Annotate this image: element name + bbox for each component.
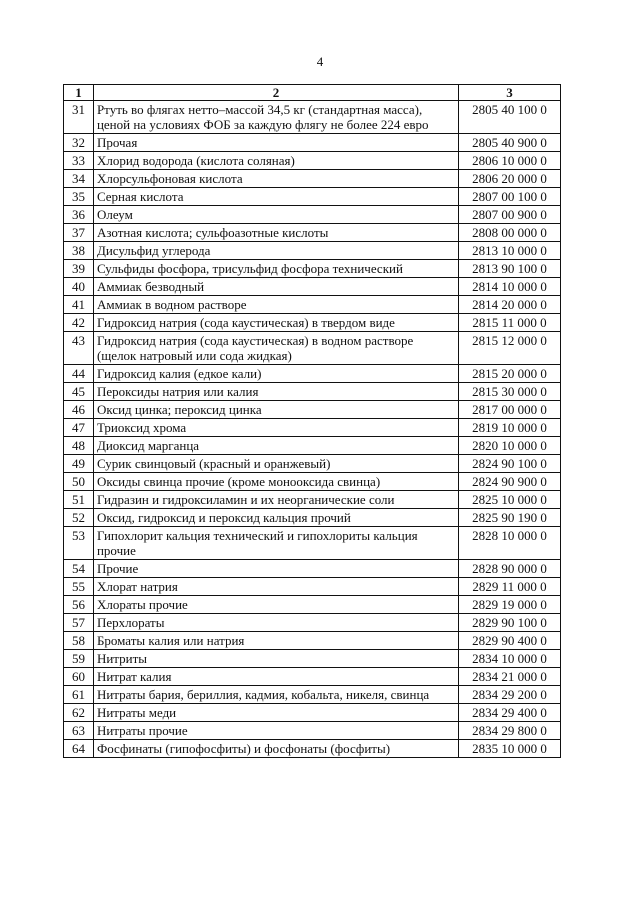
row-number: 41 <box>64 296 94 314</box>
row-number: 32 <box>64 134 94 152</box>
table-row <box>64 560 561 578</box>
row-name: Оксид, гидроксид и пероксид кальция прочий <box>93 509 458 527</box>
row-code: 2834 29 800 0 <box>459 722 561 740</box>
table-row <box>64 722 561 740</box>
row-name: Гидроксид натрия (сода каустическая) в водном растворе (щелок натровый или сода жидкая) <box>93 332 458 365</box>
row-name: Хлорсульфоновая кислота <box>93 170 458 188</box>
row-number: 52 <box>64 509 94 527</box>
table-row <box>64 170 561 188</box>
table-row <box>64 188 561 206</box>
table-row <box>64 596 561 614</box>
row-code: 2834 29 400 0 <box>459 704 561 722</box>
row-number: 47 <box>64 419 94 437</box>
row-code: 2834 10 000 0 <box>459 650 561 668</box>
row-code: 2829 11 000 0 <box>459 578 561 596</box>
row-code: 2815 20 000 0 <box>459 365 561 383</box>
row-number: 56 <box>64 596 94 614</box>
row-name: Ртуть во флягах нетто–массой 34,5 кг (стандартная масса), ценой на условиях ФОБ за каждую флягу не более 224 евро <box>93 101 458 134</box>
row-number: 35 <box>64 188 94 206</box>
row-code: 2834 29 200 0 <box>459 686 561 704</box>
row-code: 2835 10 000 0 <box>459 740 561 758</box>
table-row <box>64 527 561 560</box>
table-row <box>64 242 561 260</box>
table-row <box>64 314 561 332</box>
table-row <box>64 383 561 401</box>
row-code: 2815 11 000 0 <box>459 314 561 332</box>
row-code: 2820 10 000 0 <box>459 437 561 455</box>
row-number: 48 <box>64 437 94 455</box>
row-number: 55 <box>64 578 94 596</box>
table-row <box>64 668 561 686</box>
row-number: 54 <box>64 560 94 578</box>
row-number: 31 <box>64 101 94 134</box>
row-name: Хлорид водорода (кислота соляная) <box>93 152 458 170</box>
table-header-row <box>64 85 561 101</box>
table-row <box>64 134 561 152</box>
row-name: Фосфинаты (гипофосфиты) и фосфонаты (фосфиты) <box>93 740 458 758</box>
row-name: Перхлораты <box>93 614 458 632</box>
row-code: 2805 40 100 0 <box>459 101 561 134</box>
row-code: 2828 90 000 0 <box>459 560 561 578</box>
row-code: 2829 90 400 0 <box>459 632 561 650</box>
row-name: Азотная кислота; сульфоазотные кислоты <box>93 224 458 242</box>
row-name: Триоксид хрома <box>93 419 458 437</box>
row-code: 2825 90 190 0 <box>459 509 561 527</box>
table-row <box>64 206 561 224</box>
row-code: 2834 21 000 0 <box>459 668 561 686</box>
row-name: Оксид цинка; пероксид цинка <box>93 401 458 419</box>
row-number: 36 <box>64 206 94 224</box>
table-row <box>64 296 561 314</box>
row-name: Дисульфид углерода <box>93 242 458 260</box>
table-row <box>64 278 561 296</box>
row-number: 57 <box>64 614 94 632</box>
row-name: Хлорат натрия <box>93 578 458 596</box>
table-row <box>64 365 561 383</box>
row-code: 2817 00 000 0 <box>459 401 561 419</box>
row-name: Нитраты меди <box>93 704 458 722</box>
row-name: Прочие <box>93 560 458 578</box>
table-row <box>64 491 561 509</box>
row-name: Нитриты <box>93 650 458 668</box>
row-code: 2808 00 000 0 <box>459 224 561 242</box>
row-number: 59 <box>64 650 94 668</box>
row-code: 2825 10 000 0 <box>459 491 561 509</box>
table-row <box>64 260 561 278</box>
row-number: 63 <box>64 722 94 740</box>
row-name: Гидразин и гидроксиламин и их неорганические соли <box>93 491 458 509</box>
row-code: 2829 19 000 0 <box>459 596 561 614</box>
row-number: 46 <box>64 401 94 419</box>
row-number: 37 <box>64 224 94 242</box>
table-row <box>64 419 561 437</box>
row-number: 33 <box>64 152 94 170</box>
row-number: 40 <box>64 278 94 296</box>
table-row <box>64 704 561 722</box>
row-code: 2806 10 000 0 <box>459 152 561 170</box>
row-code: 2806 20 000 0 <box>459 170 561 188</box>
row-number: 42 <box>64 314 94 332</box>
header-col-2: 2 <box>93 85 458 101</box>
table-row <box>64 401 561 419</box>
row-number: 39 <box>64 260 94 278</box>
row-name: Хлораты прочие <box>93 596 458 614</box>
row-code: 2815 30 000 0 <box>459 383 561 401</box>
table-row <box>64 632 561 650</box>
row-name: Броматы калия или натрия <box>93 632 458 650</box>
row-code: 2815 12 000 0 <box>459 332 561 365</box>
row-name: Аммиак в водном растворе <box>93 296 458 314</box>
row-name: Гидроксид калия (едкое кали) <box>93 365 458 383</box>
row-code: 2824 90 100 0 <box>459 455 561 473</box>
row-name: Нитраты бария, бериллия, кадмия, кобальта, никеля, свинца <box>93 686 458 704</box>
row-number: 50 <box>64 473 94 491</box>
row-name: Аммиак безводный <box>93 278 458 296</box>
row-name: Серная кислота <box>93 188 458 206</box>
row-code: 2814 10 000 0 <box>459 278 561 296</box>
table-row <box>64 578 561 596</box>
table-row <box>64 650 561 668</box>
row-code: 2829 90 100 0 <box>459 614 561 632</box>
row-number: 51 <box>64 491 94 509</box>
row-number: 34 <box>64 170 94 188</box>
row-code: 2807 00 900 0 <box>459 206 561 224</box>
row-code: 2819 10 000 0 <box>459 419 561 437</box>
row-number: 64 <box>64 740 94 758</box>
row-code: 2813 90 100 0 <box>459 260 561 278</box>
goods-table <box>63 84 561 758</box>
row-number: 60 <box>64 668 94 686</box>
row-name: Гипохлорит кальция технический и гипохлориты кальция прочие <box>93 527 458 560</box>
row-code: 2824 90 900 0 <box>459 473 561 491</box>
row-code: 2813 10 000 0 <box>459 242 561 260</box>
table-row <box>64 614 561 632</box>
row-name: Гидроксид натрия (сода каустическая) в твердом виде <box>93 314 458 332</box>
header-col-1: 1 <box>64 85 94 101</box>
header-col-3: 3 <box>459 85 561 101</box>
row-name: Диоксид марганца <box>93 437 458 455</box>
table-row <box>64 455 561 473</box>
row-name: Сурик свинцовый (красный и оранжевый) <box>93 455 458 473</box>
row-number: 61 <box>64 686 94 704</box>
table-row <box>64 740 561 758</box>
table-row <box>64 509 561 527</box>
row-name: Сульфиды фосфора, трисульфид фосфора технический <box>93 260 458 278</box>
row-number: 38 <box>64 242 94 260</box>
row-number: 44 <box>64 365 94 383</box>
row-number: 49 <box>64 455 94 473</box>
row-number: 62 <box>64 704 94 722</box>
row-name: Оксиды свинца прочие (кроме монооксида свинца) <box>93 473 458 491</box>
row-code: 2807 00 100 0 <box>459 188 561 206</box>
table-row <box>64 473 561 491</box>
table-row <box>64 224 561 242</box>
table-body <box>64 101 561 758</box>
row-number: 58 <box>64 632 94 650</box>
table-row <box>64 152 561 170</box>
page-number: 4 <box>316 54 324 69</box>
row-name: Прочая <box>93 134 458 152</box>
row-code: 2805 40 900 0 <box>459 134 561 152</box>
table-row <box>64 686 561 704</box>
table-row <box>64 332 561 365</box>
row-number: 43 <box>64 332 94 365</box>
table-row <box>64 101 561 134</box>
row-name: Нитрат калия <box>93 668 458 686</box>
row-code: 2814 20 000 0 <box>459 296 561 314</box>
row-name: Пероксиды натрия или калия <box>93 383 458 401</box>
row-number: 53 <box>64 527 94 560</box>
row-code: 2828 10 000 0 <box>459 527 561 560</box>
row-number: 45 <box>64 383 94 401</box>
table-row <box>64 437 561 455</box>
row-name: Олеум <box>93 206 458 224</box>
row-name: Нитраты прочие <box>93 722 458 740</box>
